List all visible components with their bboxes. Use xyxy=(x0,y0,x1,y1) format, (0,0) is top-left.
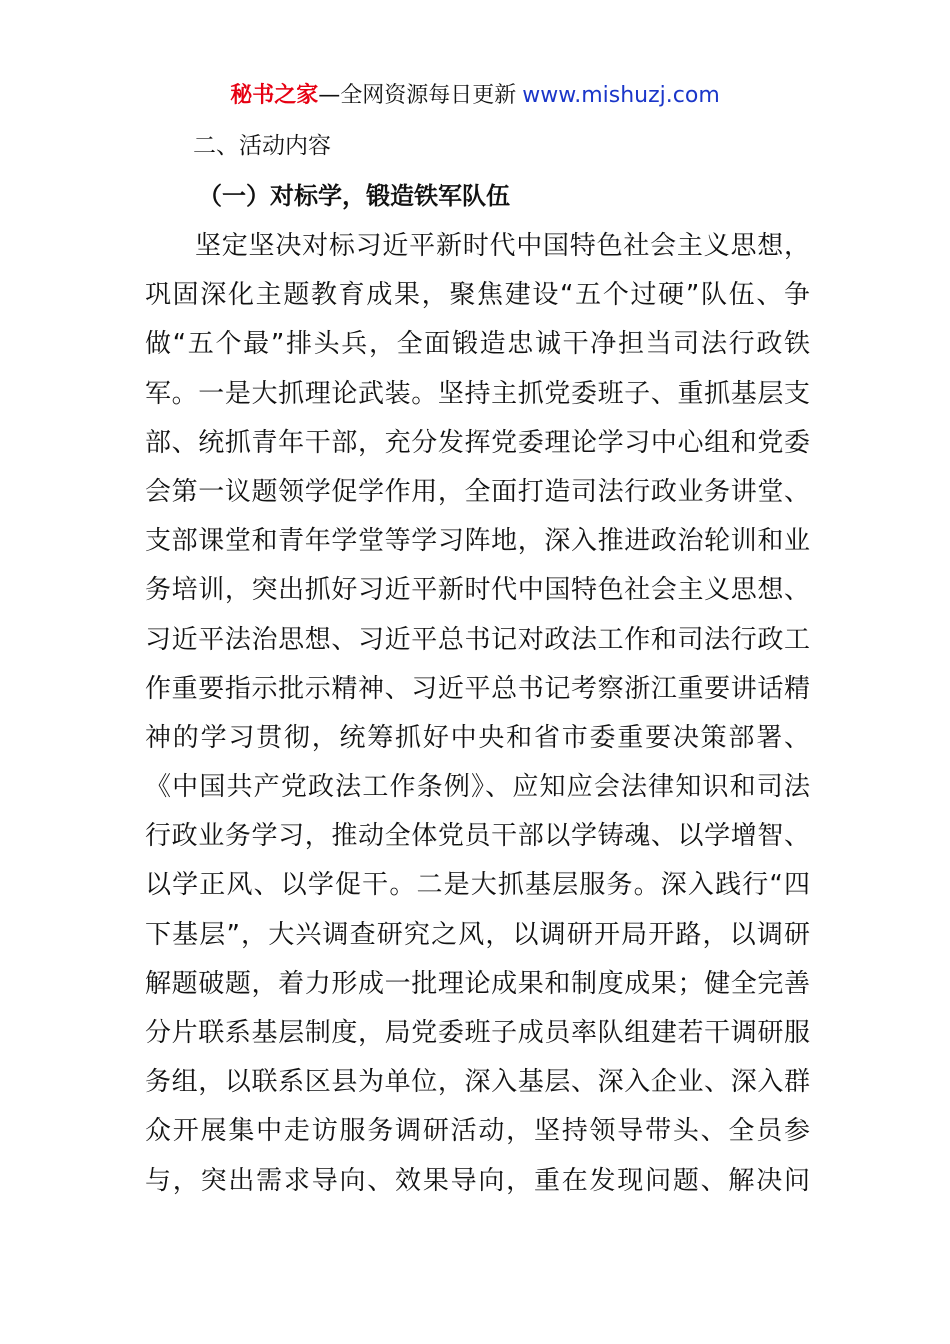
text-line: 会第一议题领学促学作用，全面打造司法行政业务讲堂、 xyxy=(145,476,810,507)
body-paragraph xyxy=(145,228,810,1212)
text-line: 与，突出需求导向、效果导向，重在发现问题、解决问 xyxy=(145,1165,810,1196)
section-title: 二、活动内容 xyxy=(193,133,331,159)
page-header xyxy=(0,80,950,112)
text-line: 支部课堂和青年学堂等学习阵地，深入推进政治轮训和业 xyxy=(145,526,810,557)
text-line: 军。一是大抓理论武装。坚持主抓党委班子、重抓基层支 xyxy=(145,378,810,409)
brand-name: 秘书之家 xyxy=(230,83,319,108)
text-line: 以学正风、以学促干。二是大抓基层服务。深入践行“四 xyxy=(145,870,810,901)
text-line: 务培训，突出抓好习近平新时代中国特色社会主义思想、 xyxy=(145,575,810,606)
text-line: 坚定坚决对标习近平新时代中国特色社会主义思想， xyxy=(195,231,810,261)
text-line: 行政业务学习，推动全体党员干部以学铸魂、以学增智、 xyxy=(145,821,810,852)
website-link[interactable]: www.mishuzj.com xyxy=(522,83,720,108)
text-line: 作重要指示批示精神、习近平总书记考察浙江重要讲话精 xyxy=(145,673,810,704)
text-line: 解题破题，着力形成一批理论成果和制度成果；健全完善 xyxy=(145,968,810,999)
text-line: 神的学习贯彻，统筹抓好中央和省市委重要决策部署、 xyxy=(145,722,810,753)
text-line: 《中国共产党政法工作条例》、应知应会法律知识和司法 xyxy=(145,772,810,803)
sub-title: （一）对标学，锻造铁军队伍 xyxy=(198,182,510,210)
text-line: 分片联系基层制度，局党委班子成员率队组建若干调研服 xyxy=(145,1018,810,1048)
text-line: 习近平法治思想、习近平总书记对政法工作和司法行政工 xyxy=(145,624,810,655)
header-tagline: —全网资源每日更新 xyxy=(318,83,517,108)
text-line: 部、统抓青年干部，充分发挥党委理论学习中心组和党委 xyxy=(145,427,810,458)
text-line: 众开展集中走访服务调研活动，坚持领导带头、全员参 xyxy=(145,1116,810,1147)
text-line: 下基层”，大兴调查研究之风，以调研开局开路，以调研 xyxy=(145,919,810,950)
text-line: 务组，以联系区县为单位，深入基层、深入企业、深入群 xyxy=(145,1067,810,1098)
text-line: 巩固深化主题教育成果，聚焦建设“五个过硬”队伍、争 xyxy=(145,280,810,311)
text-line: 做“五个最”排头兵，全面锻造忠诚干净担当司法行政铁 xyxy=(145,329,810,360)
